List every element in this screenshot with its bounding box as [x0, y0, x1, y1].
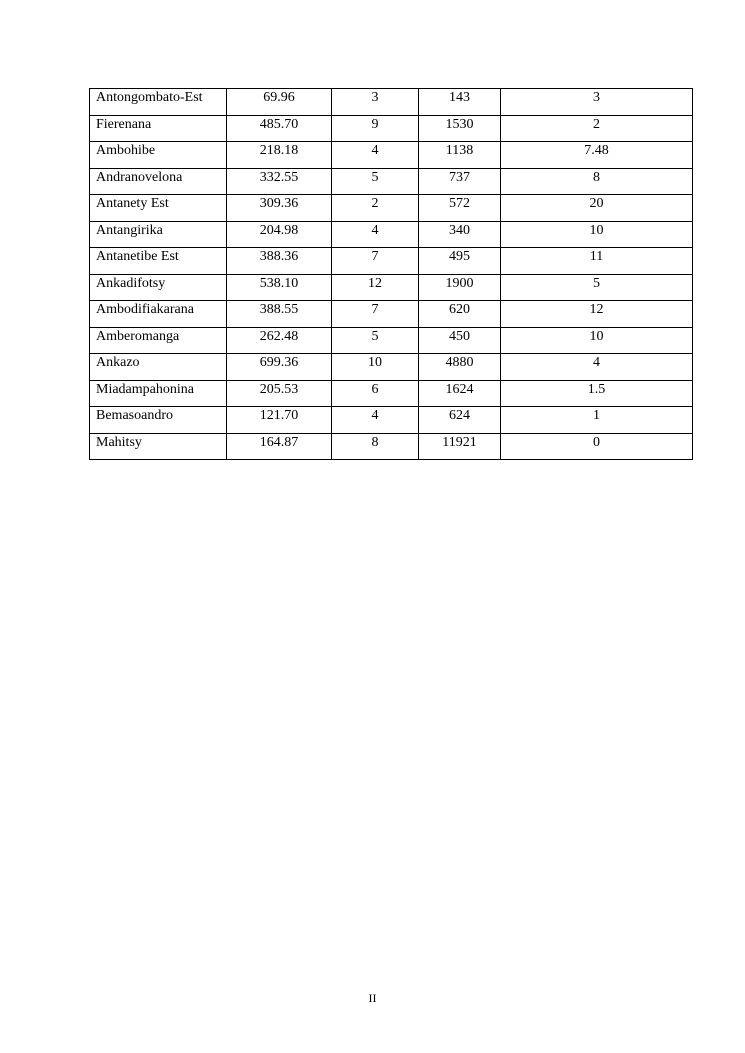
page-number: II [368, 991, 377, 1005]
value-cell: 624 [419, 407, 501, 434]
value-cell: 69.96 [227, 89, 332, 116]
value-cell: 218.18 [227, 142, 332, 169]
value-cell: 1530 [419, 115, 501, 142]
value-cell: 450 [419, 327, 501, 354]
value-cell: 262.48 [227, 327, 332, 354]
value-cell: 20 [501, 195, 693, 222]
value-cell: 204.98 [227, 221, 332, 248]
value-cell: 1 [501, 407, 693, 434]
value-cell: 143 [419, 89, 501, 116]
value-cell: 4 [332, 221, 419, 248]
value-cell: 495 [419, 248, 501, 275]
value-cell: 10 [501, 327, 693, 354]
locality-name-cell: Amberomanga [90, 327, 227, 354]
table-body [90, 89, 693, 460]
table-row [90, 354, 693, 381]
value-cell: 10 [501, 221, 693, 248]
locality-name-cell: Antangirika [90, 221, 227, 248]
locality-name-cell: Fierenana [90, 115, 227, 142]
value-cell: 340 [419, 221, 501, 248]
locality-name-cell: Antongombato-Est [90, 89, 227, 116]
locality-name-cell: Andranovelona [90, 168, 227, 195]
value-cell: 1138 [419, 142, 501, 169]
value-cell: 4 [332, 407, 419, 434]
value-cell: 7 [332, 301, 419, 328]
value-cell: 5 [332, 327, 419, 354]
table-row [90, 248, 693, 275]
value-cell: 1900 [419, 274, 501, 301]
value-cell: 699.36 [227, 354, 332, 381]
table-row [90, 301, 693, 328]
value-cell: 388.36 [227, 248, 332, 275]
table-row [90, 89, 693, 116]
value-cell: 121.70 [227, 407, 332, 434]
value-cell: 1.5 [501, 380, 693, 407]
locality-name-cell: Ambohibe [90, 142, 227, 169]
value-cell: 8 [501, 168, 693, 195]
locality-name-cell: Antanety Est [90, 195, 227, 222]
table-row [90, 142, 693, 169]
value-cell: 0 [501, 433, 693, 460]
table-row [90, 221, 693, 248]
value-cell: 5 [501, 274, 693, 301]
value-cell: 309.36 [227, 195, 332, 222]
value-cell: 3 [501, 89, 693, 116]
value-cell: 164.87 [227, 433, 332, 460]
value-cell: 9 [332, 115, 419, 142]
value-cell: 538.10 [227, 274, 332, 301]
locality-name-cell: Mahitsy [90, 433, 227, 460]
locality-name-cell: Bemasoandro [90, 407, 227, 434]
value-cell: 6 [332, 380, 419, 407]
value-cell: 332.55 [227, 168, 332, 195]
value-cell: 620 [419, 301, 501, 328]
value-cell: 5 [332, 168, 419, 195]
value-cell: 737 [419, 168, 501, 195]
value-cell: 7.48 [501, 142, 693, 169]
value-cell: 4 [501, 354, 693, 381]
value-cell: 12 [501, 301, 693, 328]
locality-name-cell: Ambodifiakarana [90, 301, 227, 328]
value-cell: 485.70 [227, 115, 332, 142]
value-cell: 7 [332, 248, 419, 275]
value-cell: 3 [332, 89, 419, 116]
value-cell: 2 [501, 115, 693, 142]
locality-name-cell: Antanetibe Est [90, 248, 227, 275]
table-row [90, 327, 693, 354]
value-cell: 4 [332, 142, 419, 169]
value-cell: 11921 [419, 433, 501, 460]
value-cell: 2 [332, 195, 419, 222]
table-row [90, 168, 693, 195]
locality-name-cell: Ankadifotsy [90, 274, 227, 301]
table-row [90, 407, 693, 434]
value-cell: 11 [501, 248, 693, 275]
table-row [90, 380, 693, 407]
locality-name-cell: Ankazo [90, 354, 227, 381]
value-cell: 1624 [419, 380, 501, 407]
value-cell: 388.55 [227, 301, 332, 328]
table-row [90, 115, 693, 142]
value-cell: 12 [332, 274, 419, 301]
locality-name-cell: Miadampahonina [90, 380, 227, 407]
data-table [89, 88, 693, 460]
value-cell: 10 [332, 354, 419, 381]
table-row [90, 433, 693, 460]
value-cell: 8 [332, 433, 419, 460]
value-cell: 572 [419, 195, 501, 222]
table-row [90, 274, 693, 301]
table-row [90, 195, 693, 222]
value-cell: 4880 [419, 354, 501, 381]
value-cell: 205.53 [227, 380, 332, 407]
